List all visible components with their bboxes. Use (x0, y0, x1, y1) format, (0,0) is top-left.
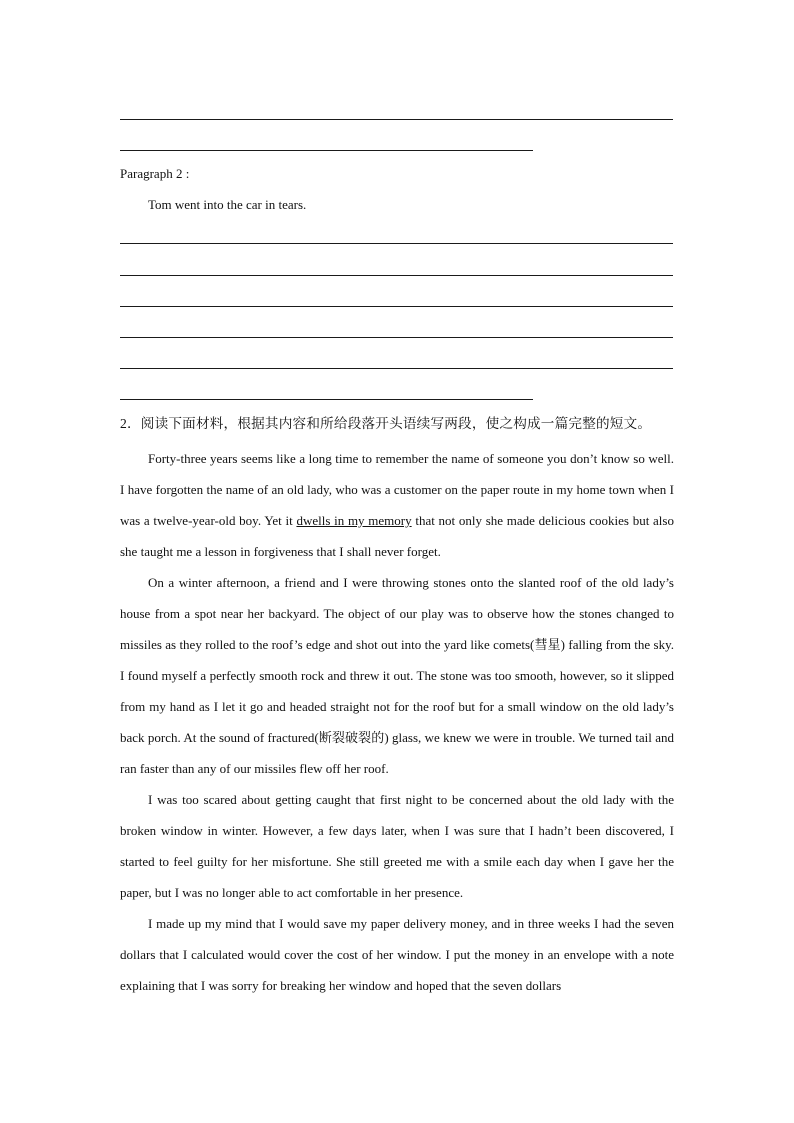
question-2-instruction: 2．阅读下面材料，根据其内容和所给段落开头语续写两段，使之构成一篇完整的短文。 (120, 416, 652, 431)
writing-line (120, 368, 673, 369)
writing-line (120, 399, 533, 400)
reading-passage (120, 443, 674, 1001)
passage-paragraph-2: On a winter afternoon, a friend and I were throwing stones onto the slanted roof of the old lady’s house from a spot near her backyard. The object of our play was to observe how the stones changed to missiles as they rolled to the roof’s edge and shot out into the yard like comets(彗星) falling from the sky. I found myself a perfectly smooth rock and threw it out. The stone was too smooth, however, so it slipped from my hand as I let it go and headed straight not for the roof but for a small window on the old lady’s back porch. At the sound of fractured(断裂破裂的) glass, we knew we were in trouble. We turned tail and ran faster than any of our missiles flew off her roof. (120, 575, 674, 776)
passage-paragraph-4: I made up my mind that I would save my paper delivery money, and in three weeks I had the seven dollars that I calculated would cover the cost of her window. I put the money in an envelope with a note explaining that I was sorry for breaking her window and hoped that the seven dollars (120, 916, 674, 993)
passage-paragraph-3: I was too scared about getting caught that first night to be concerned about the old lady with the broken window in winter. However, a few days later, when I was sure that I hadn’t been discovered, I started to feel guilty for her misfortune. She still greeted me with a smile each day when I gave her the paper, but I was no longer able to act comfortable in her presence. (120, 792, 674, 900)
passage-paragraph-1 (120, 443, 674, 567)
writing-line (120, 306, 673, 307)
passage-text: that not only she made delicious cookies but also she taught me a lesson in forgiveness that I shall never forget. (120, 513, 674, 559)
underlined-phrase: dwells in my memory (296, 513, 412, 528)
writing-line (120, 243, 673, 244)
writing-line (120, 150, 533, 151)
paragraph-2-label: Paragraph 2 : (120, 166, 190, 181)
passage-text: Forty-three years seems like a long time to remember the name of someone you don’t know so well. I have forgotten the name of an old lady, who was a customer on the paper route in my home town when I was a twelve-year-old boy. Yet it (120, 451, 674, 528)
writing-line (120, 337, 673, 338)
writing-line (120, 275, 673, 276)
paragraph-2-starting-sentence: Tom went into the car in tears. (148, 197, 307, 212)
writing-line (120, 119, 673, 120)
